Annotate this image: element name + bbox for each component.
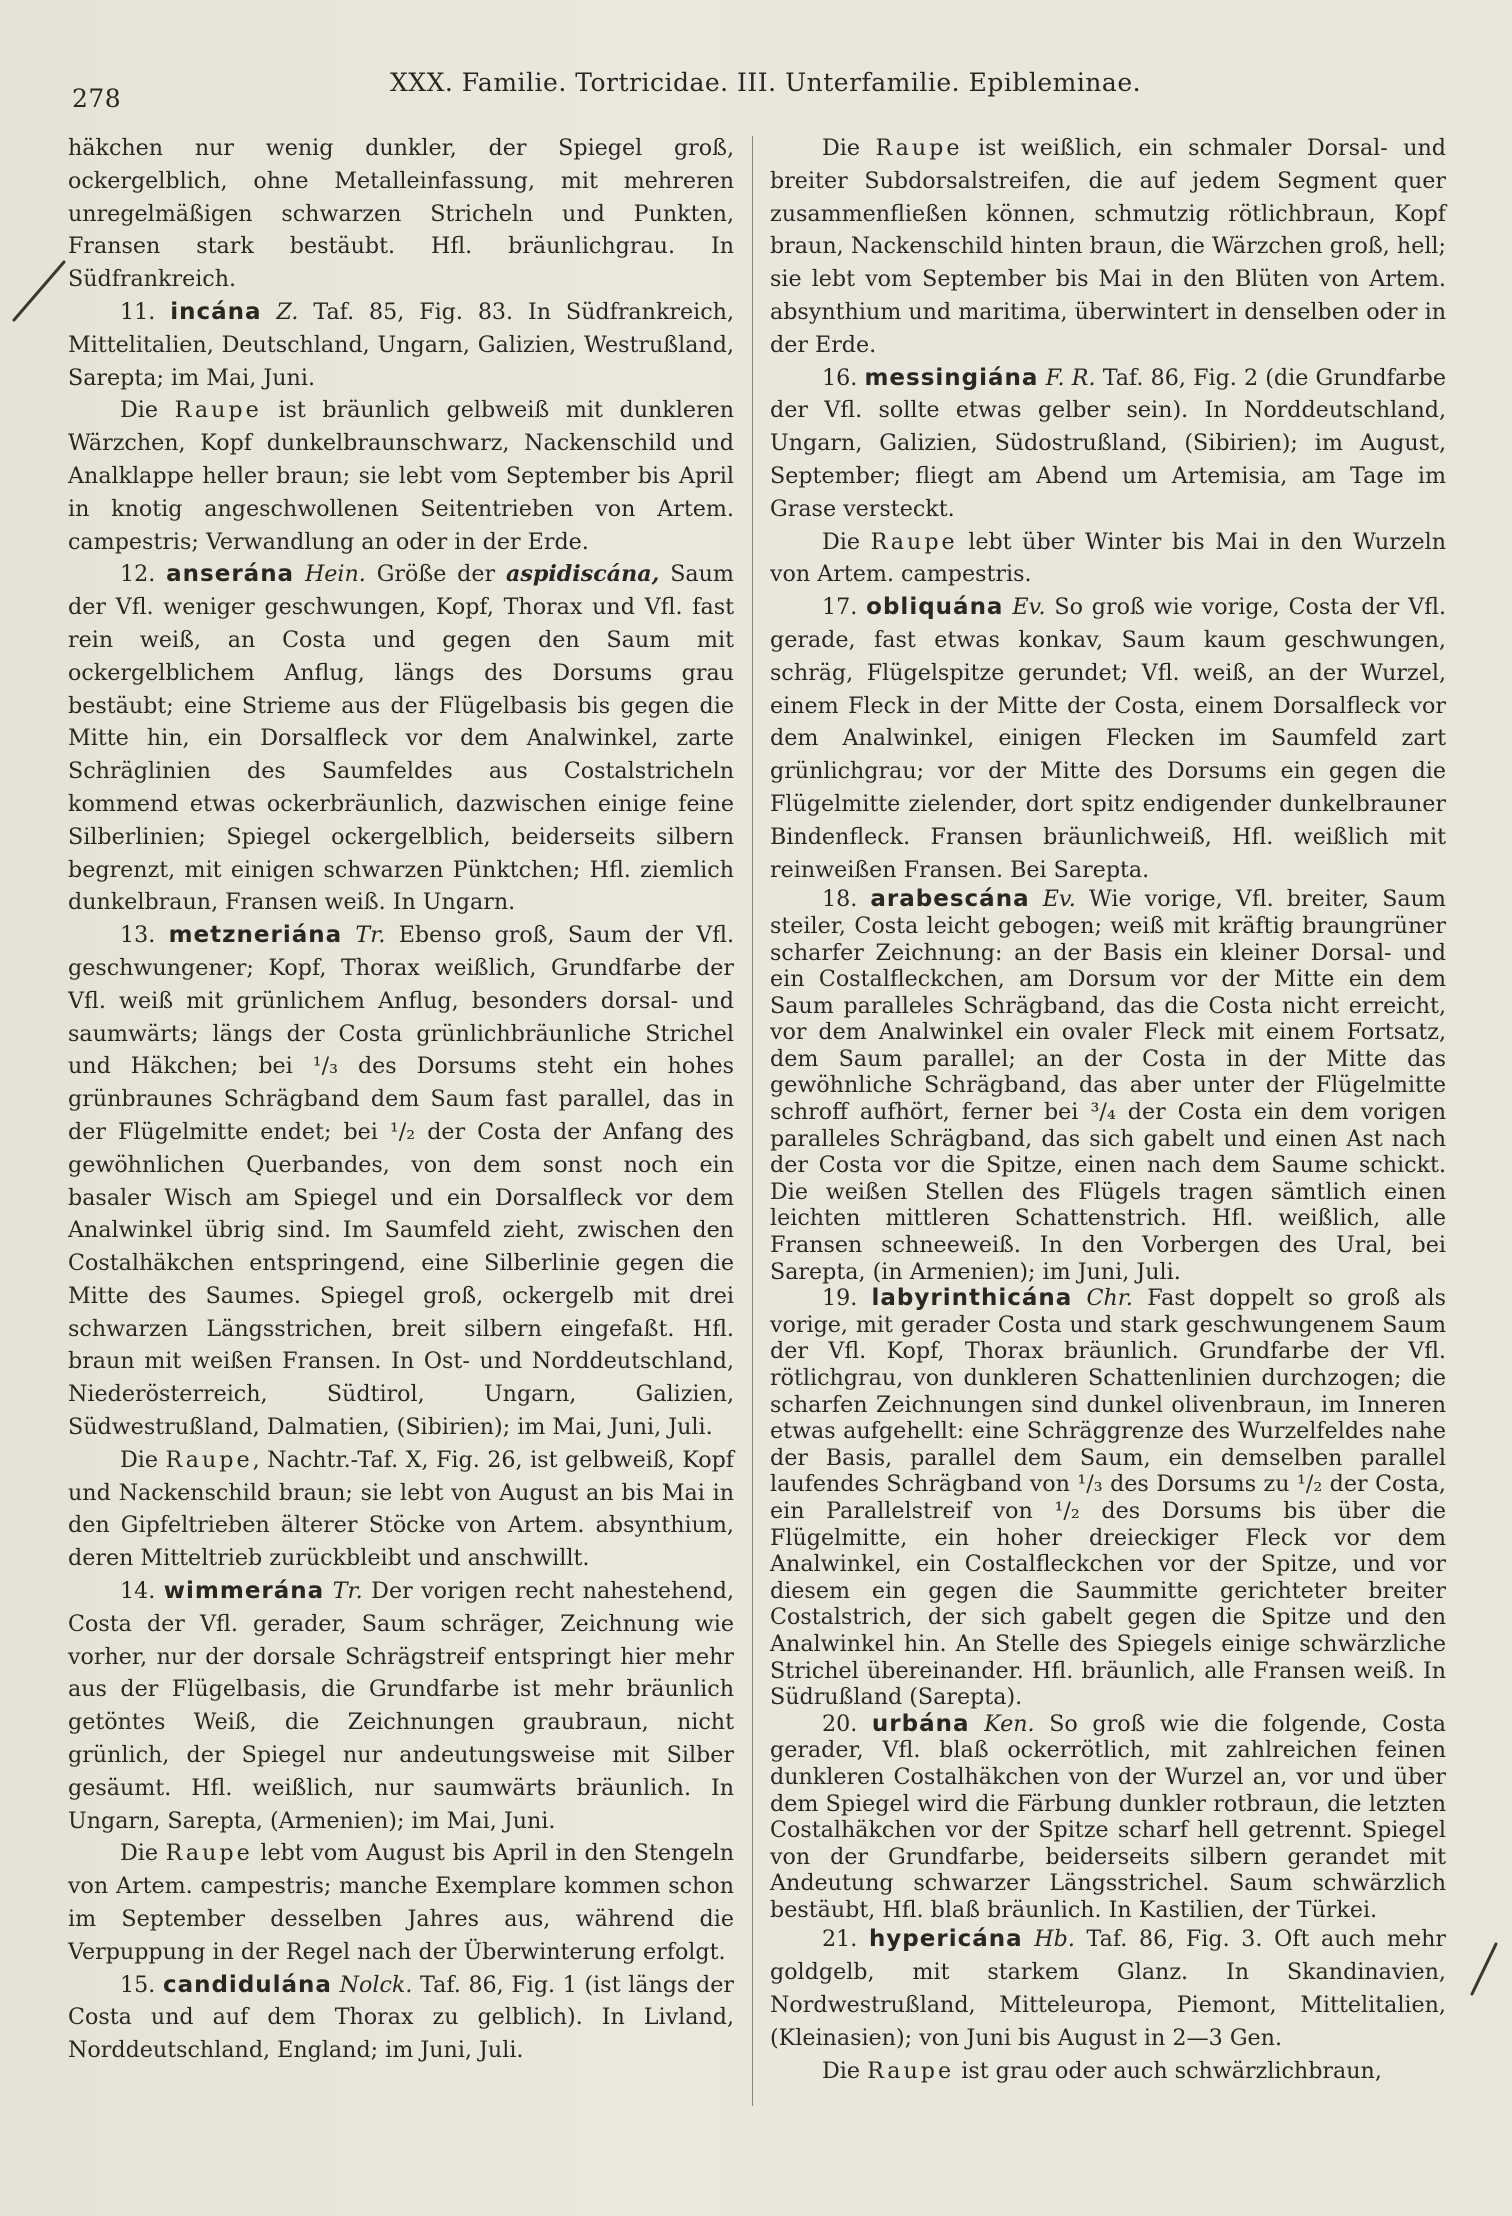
species-author: Z.	[276, 298, 299, 325]
species-entry-16: 16. messingiána F. R. Taf. 86, Fig. 2 (die Grundfarbe der Vfl. sollte etwas gelber sein). In Norddeutschland, Ungarn, Galizien, Südostrußland, (Sibirien); im August, September; fliegt am Abend um Artemisia, am Tage im Grase versteckt.	[770, 364, 1446, 522]
larva-description-13: Die Raupe, Nachtr.-Taf. X, Fig. 26, ist gelbweiß, Kopf und Nackenschild braun; sie lebt von August an bis Mai in den Gipfeltrieben älterer Stöcke von Artem. absynthium, deren Mitteltrieb zurückbleibt und anschwillt.	[68, 1446, 734, 1572]
species-author: Nolck.	[339, 1971, 413, 1998]
species-entry-21: 21. hypericána Hb. Taf. 86, Fig. 3. Oft auch mehr goldgelb, mit starkem Glanz. In Skandinavien, Nordwestrußland, Mitteleuropa, Piemont, Mittelitalien, (Kleinasien); von Juni bis August in 2—3 Gen.	[770, 1926, 1446, 2051]
species-author: Chr.	[1086, 1285, 1133, 1312]
species-author: Hb.	[1034, 1926, 1075, 1953]
species-entry-17: 17. obliquána Ev. So groß wie vorige, Costa der Vfl. gerade, fast etwas konkav, Saum kaum geschwungen, schräg, Flügelspitze gerundet; Vfl. weiß, an der Wurzel, einem Fleck in der Mitte der Costa, einem Dorsalfleck vor dem Analwinkel, einigen Flecken im Saumfeld zart grünlichgrau; vor der Mitte des Dorsums ein gegen die Flügelmitte zielender, dort spitz endigender dunkelbrauner Bindenfleck. Fransen bräunlichweiß, Hfl. weißlich mit reinweißen Fransen. Bei Sarepta.	[770, 594, 1446, 883]
species-name: candidulána	[162, 1971, 332, 1998]
species-author: Tr.	[355, 922, 386, 949]
species-author: F. R.	[1045, 364, 1096, 391]
species-name: obliquána	[866, 594, 1004, 621]
species-entry-11: 11. incána Z. Taf. 85, Fig. 83. In Südfrankreich, Mittelitalien, Deutschland, Ungarn, Galizien, Westrußland, Sarepta; im Mai, Juni.	[68, 298, 734, 391]
species-name: incána	[170, 298, 262, 325]
species-entry-14: 14. wimmerána Tr. Der vorigen recht nahestehend, Costa der Vfl. gerader, Saum schräger, Zeichnung wie vorher, nur der dorsale Schrägstreif entspringt hier mehr aus der Flügelbasis, die Grundfarbe ist mehr bräunlich getöntes Weiß, die Zeichnungen graubraun, nicht grünlich, der Spiegel nur andeutungsweise mit Silber gesäumt. Hfl. weißlich, nur saumwärts bräunlich. In Ungarn, Sarepta, (Armenien); im Mai, Juni.	[68, 1578, 734, 1834]
species-name: messingiána	[864, 364, 1039, 391]
species-entry-20: 20. urbána Ken. So groß wie die folgende, Costa gerader, Vfl. blaß ockerrötlich, mit zahlreichen feinen dunkleren Costalhäkchen von der Wurzel an, vor und über dem Spiegel wird die Färbung dunkler rotbraun, die letzten Costalhäkchen vor der Spitze scharf hell getrennt. Spiegel von der Grundfarbe, beiderseits silbern gerandet mit Andeutung schwarzer Längsstrichel. Saum schwärzlich bestäubt, Hfl. blaß bräunlich. In Kastilien, der Türkei.	[770, 1710, 1447, 1923]
species-author: Hein.	[304, 561, 366, 588]
column-divider	[752, 136, 753, 2106]
pencil-slash-mark-left	[8, 258, 68, 324]
species-name: anserána	[166, 561, 295, 588]
species-author: Ken.	[984, 1710, 1035, 1737]
page-number: 278	[72, 84, 122, 113]
species-entry-13: 13. metzneriána Tr. Ebenso groß, Saum der Vfl. geschwungener; Kopf, Thorax weißlich, Grundfarbe der Vfl. weiß mit grünlichem Anflug, besonders dorsal- und saumwärts; längs der Costa grünlichbräunliche Strichel und Häkchen; bei ¹/₃ des Dorsums steht ein hohes grünbraunes Schrägband dem Saum fast parallel, das in der Flügelmitte endet; bei ¹/₂ der Costa der Anfang des gewöhnlichen Querbandes, von dem sonst noch ein basaler Wisch am Spiegel und ein Dorsalfleck vor dem Analwinkel übrig sind. Im Saumfeld zieht, zwischen den Costalhäkchen entspringend, eine Silberlinie gegen die Mitte des Saumes. Spiegel groß, ockergelb mit drei schwarzen Längsstrichen, breit silbern eingefaßt. Hfl. braun mit weißen Fransen. In Ost- und Norddeutschland, Niederösterreich, Südtirol, Ungarn, Galizien, Südwestrußland, Dalmatien, (Sibirien); im Mai, Juni, Juli.	[68, 922, 734, 1441]
species-entry-18: 18. arabescána Ev. Wie vorige, Vfl. breiter, Saum steiler, Costa leicht gebogen; weiß mit kräftig braungrüner scharfer Zeichnung: an der Basis ein kleiner Dorsal- und ein Costalfleckchen, am Dorsum vor der Mitte ein dem Saum paralleles Schrägband, das die Costa nicht erreicht, vor dem Analwinkel ein ovaler Fleck mit einem Fortsatz, dem Saum parallel; an der Costa in der Mitte das gewöhnliche Schrägband, das aber unter der Flügelmitte schroff aufhört, ferner bei ³/₄ der Costa ein dem vorigen paralleles Schrägband, das sich gabelt und einen Ast nach der Costa vor die Spitze, einen nach dem Saume schickt. Die weißen Stellen des Flügels tragen sämtlich einen leichten mittleren Schattenstrich. Hfl. weißlich, alle Fransen schneeweiß. In den Vorbergen des Ural, bei Sarepta, (in Armenien); im Juni, Juli.	[770, 886, 1446, 1285]
right-column	[770, 132, 1446, 2087]
running-title: XXX. Familie. Tortricidae. III. Unterfamilie. Epibleminae.	[390, 68, 1142, 97]
pencil-slash-mark-right	[1462, 1940, 1502, 2000]
species-entry-19: 19. labyrinthicána Chr. Fast doppelt so groß als vorige, mit gerader Costa und stark geschwungenem Saum der Vfl. Kopf, Thorax bräunlich. Grundfarbe der Vfl. rötlichgrau, von dunkleren Schattenlinien durchzogen; die scharfen Zeichnungen sind dunkel olivenbraun, im Inneren etwas aufgehellt: eine Schräggrenze des Wurzelfeldes nahe der Basis, parallel dem Saum, ein demselben parallel laufendes Schrägband von ¹/₃ des Dorsums zu ¹/₂ der Costa, ein Parallelstreif von ¹/₂ des Dorsums bis über die Flügelmitte, ein hoher dreieckiger Fleck vor dem Analwinkel, ein Costalfleckchen vor der Spitze, und vor diesem ein gegen die Saummitte gerichteter breiter Costalstrich, der sich gabelt gegen die Spitze und den Analwinkel hin. An Stelle des Spiegels einige schwärzliche Strichel übereinander. Hfl. bräunlich, alle Fransen weiß. In Südrußland (Sarepta).	[770, 1285, 1447, 1711]
larva-description-16: Die Raupe lebt über Winter bis Mai in den Wurzeln von Artem. campestris.	[770, 528, 1446, 588]
species-name: hypericána	[868, 1926, 1023, 1953]
species-name: arabescána	[870, 886, 1030, 913]
species-name: wimmerána	[163, 1578, 325, 1605]
left-column	[68, 132, 734, 2067]
larva-description-14: Die Raupe lebt vom August bis April in den Stengeln von Artem. campestris; manche Exemplare kommen schon im September desselben Jahres aus, während die Verpuppung in der Regel nach der Überwinterung erfolgt.	[68, 1840, 734, 1965]
species-reference: aspidiscána,	[505, 561, 660, 588]
larva-description-15: Die Raupe ist weißlich, ein schmaler Dorsal- und breiter Subdorsalstreifen, die auf jedem Segment quer zusammenfließen können, schmutzig rötlichbraun, Kopf braun, Nackenschild hinten braun, die Wärzchen groß, hell; sie lebt vom September bis Mai in den Blüten von Artem. absynthium und maritima, überwintert in denselben oder in der Erde.	[770, 135, 1446, 358]
paragraph-continuation: häkchen nur wenig dunkler, der Spiegel groß, ockergelblich, ohne Metalleinfassung, mit mehreren unregelmäßigen schwarzen Stricheln und Punkten, Fransen stark bestäubt. Hfl. bräunlichgrau. In Südfrankreich.	[68, 135, 734, 293]
species-entry-15: 15. candidulána Nolck. Taf. 86, Fig. 1 (ist längs der Costa und auf dem Thorax zu gelblich). In Livland, Norddeutschland, England; im Juni, Juli.	[68, 1971, 734, 2064]
species-author: Ev.	[1012, 594, 1046, 621]
page-header	[72, 68, 1452, 112]
species-author: Ev.	[1042, 886, 1076, 913]
larva-description-11: Die Raupe ist bräunlich gelbweiß mit dunkleren Wärzchen, Kopf dunkelbraunschwarz, Nackenschild und Analklappe heller braun; sie lebt vom September bis April in knotig angeschwollenen Seitentrieben von Artem. campestris; Verwandlung an oder in der Erde.	[68, 397, 735, 555]
species-name: metzneriána	[168, 922, 343, 949]
species-name: labyrinthicána	[871, 1285, 1073, 1312]
species-author: Tr.	[332, 1578, 363, 1605]
species-entry-12: 12. anserána Hein. Größe der aspidiscána, Saum der Vfl. weniger geschwungen, Kopf, Thorax und Vfl. fast rein weiß, an Costa und gegen den Saum mit ockergelblichem Anflug, längs des Dorsums grau bestäubt; eine Strieme aus der Flügelbasis bis gegen die Mitte hin, ein Dorsalfleck vor dem Analwinkel, zarte Schräglinien des Saumfeldes aus Costalstricheln kommend etwas ockerbräunlich, dazwischen einige feine Silberlinien; Spiegel ockergelblich, beiderseits silbern begrenzt, mit einigen schwarzen Pünktchen; Hfl. ziemlich dunkelbraun, Fransen weiß. In Ungarn.	[68, 561, 734, 916]
species-name: urbána	[871, 1710, 970, 1737]
larva-description-21: Die Raupe ist grau oder auch schwärzlichbraun,	[822, 2057, 1382, 2084]
